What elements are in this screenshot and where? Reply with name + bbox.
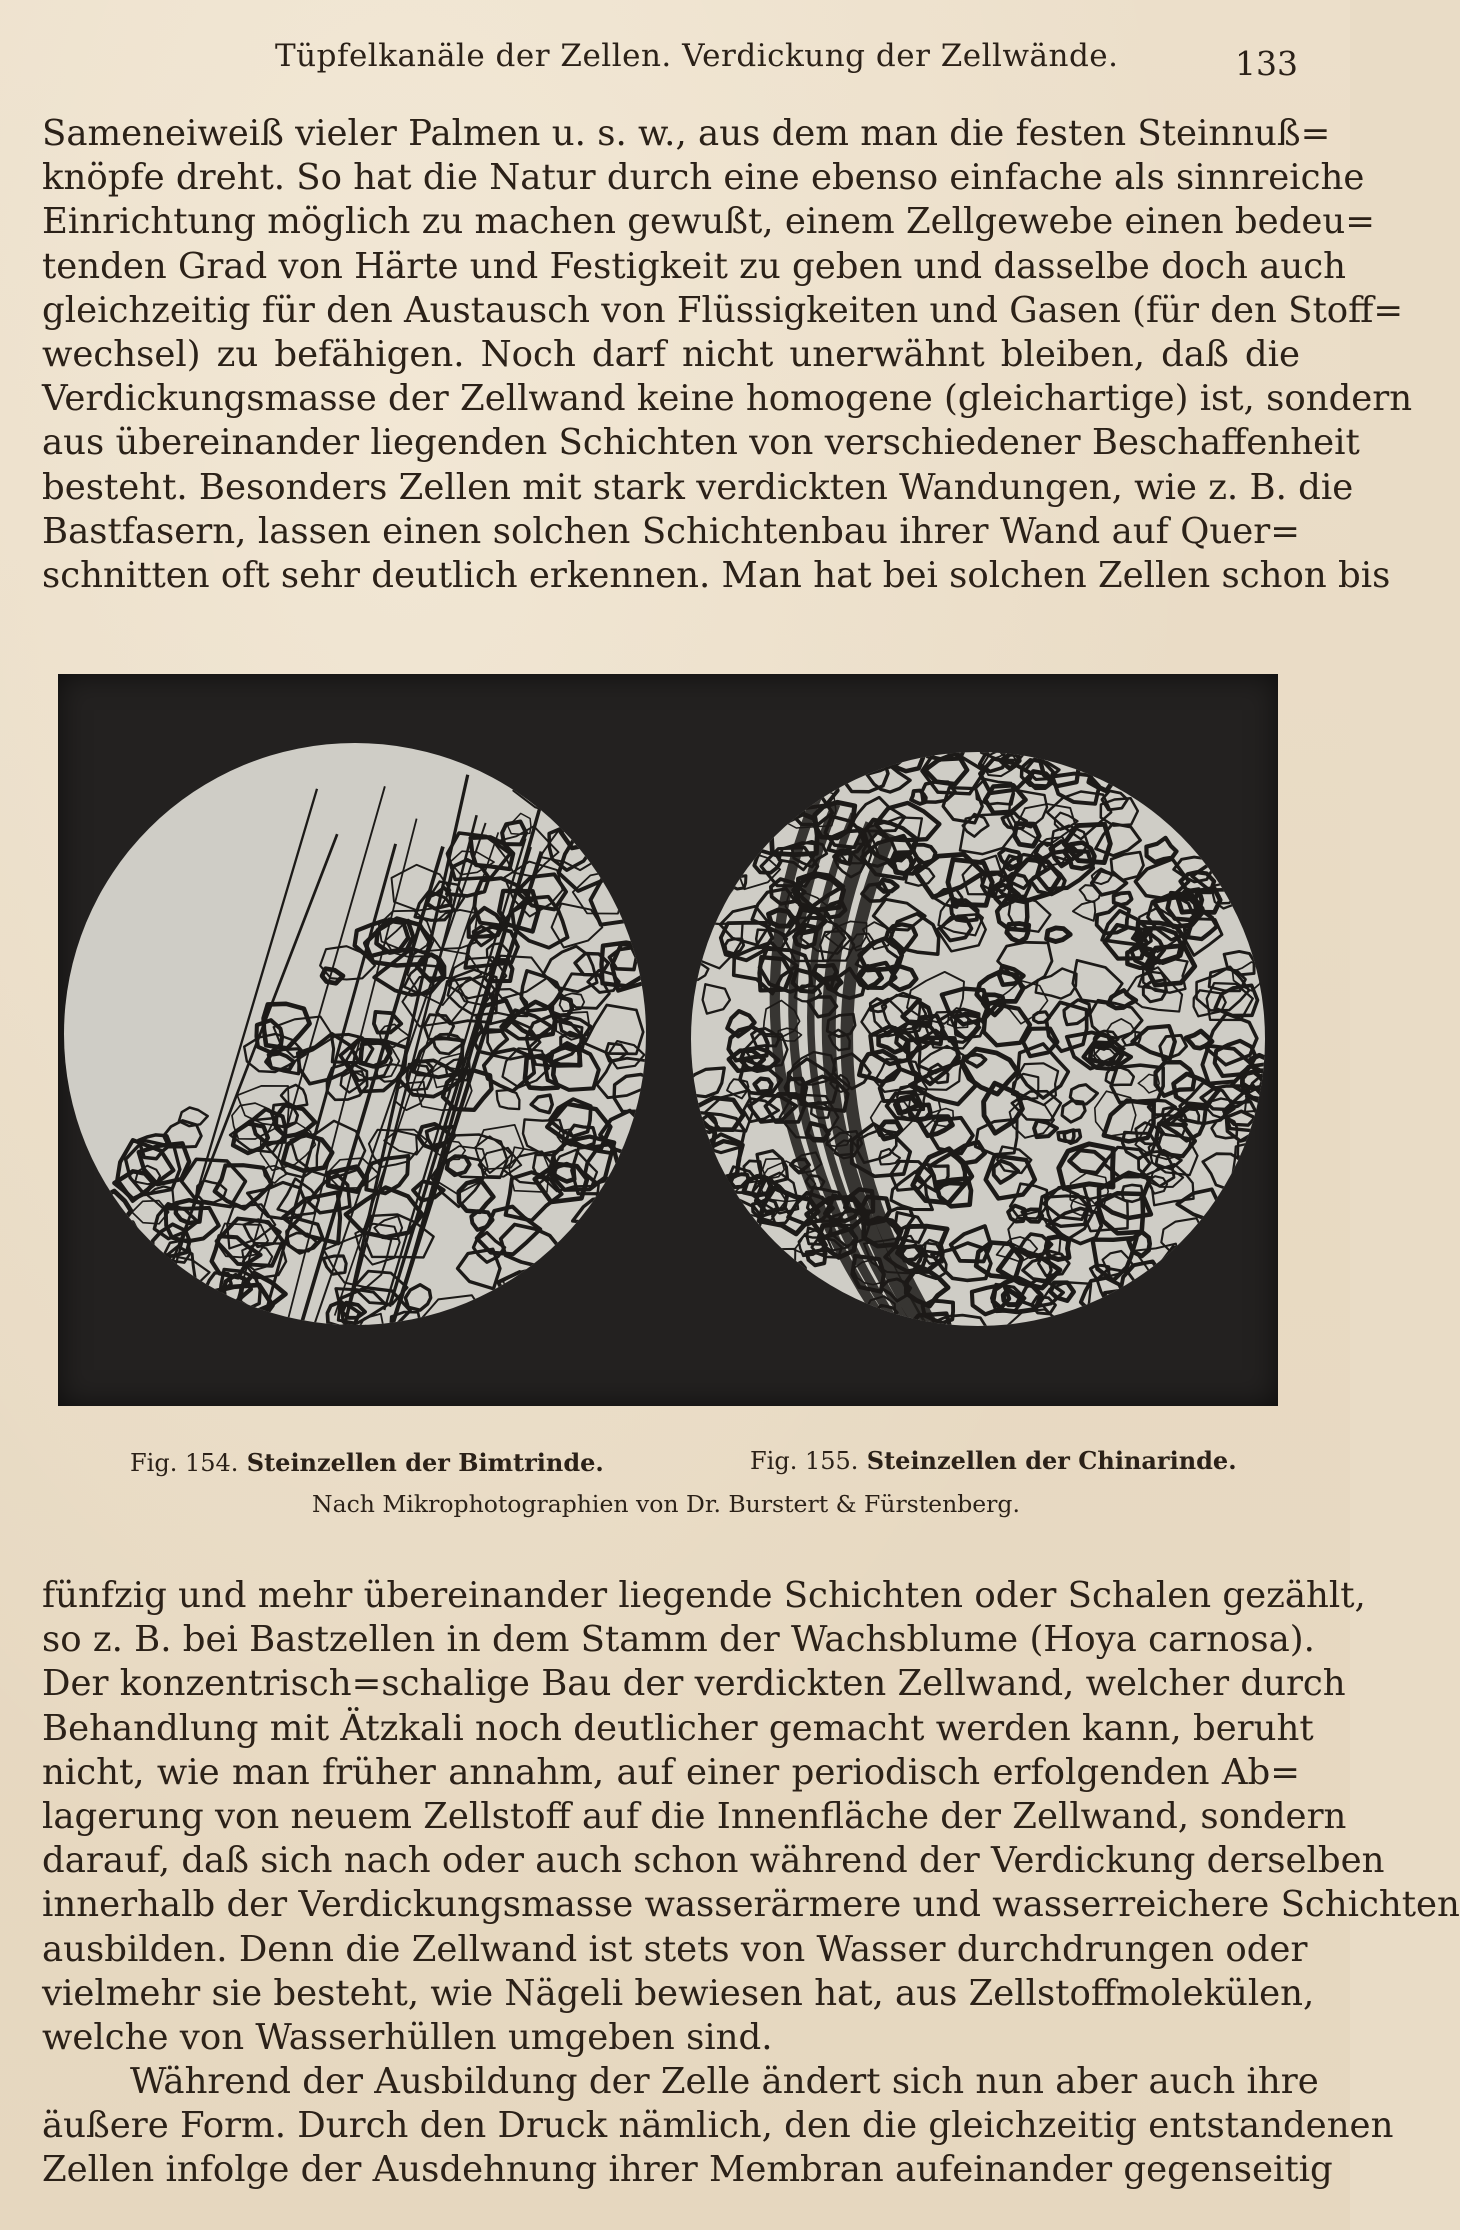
text-line: Bastfasern, lassen einen solchen Schichtenbau ihrer Wand auf Quer= bbox=[42, 510, 1300, 552]
text-line: innerhalb der Verdickungsmasse wasserärmere und wasserreichere Schichten bbox=[42, 1884, 1460, 1926]
text-line: fünfzig und mehr übereinander liegende Schichten oder Schalen gezählt, bbox=[42, 1575, 1366, 1616]
body-text-bottom bbox=[42, 1574, 1460, 2193]
text-line: so z. B. bei Bastzellen in dem Stamm der Wachsblume (Hoya carnosa). bbox=[42, 1619, 1315, 1661]
fig154-caption: Steinzellen der Bimtrinde. bbox=[246, 1448, 604, 1477]
text-line: Der konzentrisch=schalige Bau der verdickten Zellwand, welcher durch bbox=[42, 1663, 1346, 1705]
caption-fig154 bbox=[130, 1448, 604, 1477]
text-line: Sameneiweiß vieler Palmen u. s. w., aus dem man die festen Steinnuß= bbox=[42, 113, 1331, 154]
text-line: äußere Form. Durch den Druck nämlich, den die gleichzeitig entstandenen bbox=[42, 2105, 1394, 2147]
micrograph-plate bbox=[58, 674, 1278, 1406]
text-line: nicht, wie man früher annahm, auf einer periodisch erfolgenden Ab= bbox=[42, 1751, 1300, 1793]
text-line: lagerung von neuem Zellstoff auf die Innenfläche der Zellwand, sondern bbox=[42, 1795, 1347, 1837]
micrograph-fig154 bbox=[55, 743, 673, 1363]
text-line: Verdickungsmasse der Zellwand keine homogene (gleichartige) ist, sondern bbox=[42, 378, 1413, 420]
caption-fig155 bbox=[750, 1446, 1237, 1475]
running-title: Tüpfelkanäle der Zellen. Verdickung der Zellwände. bbox=[275, 38, 1119, 74]
micrograph-fig155 bbox=[656, 721, 1287, 1354]
text-line: darauf, daß sich nach oder auch schon während der Verdickung derselben bbox=[42, 1840, 1385, 1882]
running-head bbox=[0, 38, 1350, 88]
text-line: Während der Ausbildung der Zelle ändert sich nun aber auch ihre bbox=[130, 2061, 1319, 2103]
micrograph-plate-image bbox=[58, 674, 1278, 1406]
text-line: besteht. Besonders Zellen mit stark verdickten Wandungen, wie z. B. die bbox=[42, 466, 1354, 508]
page-number: 133 bbox=[1235, 44, 1298, 83]
fig155-label: Fig. 155. bbox=[750, 1447, 859, 1475]
text-line: Behandlung mit Ätzkali noch deutlicher gemacht werden kann, beruht bbox=[42, 1707, 1314, 1749]
body-text-top bbox=[42, 112, 1413, 598]
text-line: aus übereinander liegenden Schichten von verschiedener Beschaffenheit bbox=[42, 422, 1360, 464]
figure-captions bbox=[0, 1440, 1350, 1550]
text-line: Einrichtung möglich zu machen gewußt, einem Zellgewebe einen bedeu= bbox=[42, 201, 1375, 243]
text-line: knöpfe dreht. So hat die Natur durch eine ebenso einfache als sinnreiche bbox=[42, 157, 1365, 199]
text-line: ausbilden. Denn die Zellwand ist stets von Wasser durchdrungen oder bbox=[42, 1928, 1308, 1970]
fig155-caption: Steinzellen der Chinarinde. bbox=[866, 1446, 1237, 1475]
text-line: schnitten oft sehr deutlich erkennen. Man hat bei solchen Zellen schon bis bbox=[42, 554, 1391, 596]
text-line: vielmehr sie besteht, wie Nägeli bewiesen hat, aus Zellstoffmolekülen, bbox=[42, 1972, 1315, 2014]
text-line: gleichzeitig für den Austausch von Flüssigkeiten und Gasen (für den Stoff= bbox=[42, 289, 1404, 331]
text-line: Zellen infolge der Ausdehnung ihrer Membran aufeinander gegenseitig bbox=[42, 2149, 1333, 2191]
text-line: tenden Grad von Härte und Festigkeit zu geben und dasselbe doch auch bbox=[42, 245, 1346, 287]
text-line: wechsel) zu befähigen. Noch darf nicht unerwähnt bleiben, daß die bbox=[42, 333, 1300, 375]
text-line: welche von Wasserhüllen umgeben sind. bbox=[42, 2016, 773, 2058]
fig154-label: Fig. 154. bbox=[130, 1449, 239, 1477]
photo-credit: Nach Mikrophotographien von Dr. Burstert & Fürstenberg. bbox=[312, 1490, 1020, 1518]
